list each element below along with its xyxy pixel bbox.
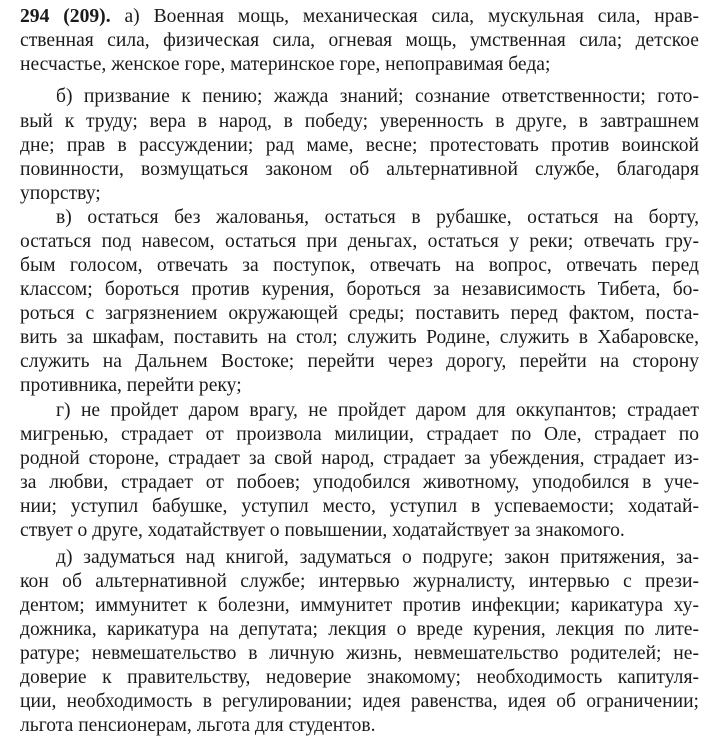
- exercise-number: 294 (209).: [20, 6, 111, 27]
- text-line: д) задуматься над книгой, задуматься о подруге; закон притяжения, за-: [56, 547, 699, 568]
- text-line: роться с загрязнением окружающей среды; поставить перед фактом, поста-: [20, 303, 699, 324]
- text-line: дне; прав в рассуждении; рад маме, весне; протестовать против воинской: [20, 135, 699, 156]
- text-line: классом; бороться против курения, бороться за независимость Тибета, бо-: [20, 279, 699, 300]
- text-line: родной стороне, страдает за свой народ, страдает за убеждения, страдает из-: [20, 448, 699, 469]
- text-line: за любви, страдает от побоев; уподобился животному, уподобился в уче-: [20, 472, 699, 493]
- text-line: дентом; иммунитет к болезни, иммунитет против инфекции; карикатура ху-: [20, 595, 699, 616]
- text-line: вить за шкафам, поставить на стол; служить Родине, служить в Хабаровске,: [20, 327, 699, 348]
- text-line: нии; уступил бабушке, уступил место, уступил в успеваемости; ходатай-: [20, 496, 699, 517]
- text-line: в) остаться без жалованья, остаться в рубашке, остаться на борту,: [56, 207, 699, 228]
- text-line: противника, перейти реку;: [20, 375, 242, 396]
- text-line: ственная сила, физическая сила, огневая мощь, умственная сила; детское: [20, 30, 699, 51]
- text-line: повинности, возмущаться законом об альтернативной службе, благодаря: [20, 159, 699, 180]
- text-line: ции, необходимость в регулировании; идея равенства, идея об ограничении;: [20, 691, 699, 712]
- text-line: кон об альтернативной службе; интервью журналисту, интервью с прези-: [20, 571, 699, 592]
- text-line: упорству;: [20, 183, 101, 204]
- text-line: льгота пенсионерам, льгота для студентов.: [20, 715, 376, 736]
- text-line: дожника, карикатура на депутата; лекция о вреде курения, лекция по лите-: [20, 619, 699, 640]
- line-text: а) Военная мощь, механическая сила, мускульная сила, нрав-: [124, 6, 699, 27]
- text-line: несчастье, женское горе, материнское горе, непоправимая беда;: [20, 54, 551, 75]
- text-line: служить на Дальнем Востоке; перейти через дорогу, перейти на сторону: [20, 351, 699, 372]
- text-line: б) призвание к пению; жажда знаний; сознание ответственности; гото-: [56, 86, 699, 107]
- text-line: доверие к правительству, недоверие знакомому; необходимость капитуля-: [20, 667, 699, 688]
- text-line: мигренью, страдает от произвола милиции, страдает по Оле, страдает по: [20, 424, 699, 445]
- text-line: [0, 5, 714, 29]
- text-line: ствует о друге, ходатайствует о повышении, ходатайствует за знакомого.: [20, 520, 625, 541]
- text-line: ратуре; невмешательство в личную жизнь, невмешательство родителей; не-: [20, 643, 699, 664]
- text-line: вый к труду; вера в народ, в победу; уверенность в друге, в завтрашнем: [20, 111, 699, 132]
- text-line: бым голосом, отвечать за поступок, отвечать на вопрос, отвечать перед: [20, 255, 699, 276]
- text-line: г) не пройдет даром врагу, не пройдет даром для оккупантов; страдает: [56, 400, 699, 421]
- text-line: остаться под навесом, остаться при деньгах, остаться у реки; отвечать гру-: [20, 231, 699, 252]
